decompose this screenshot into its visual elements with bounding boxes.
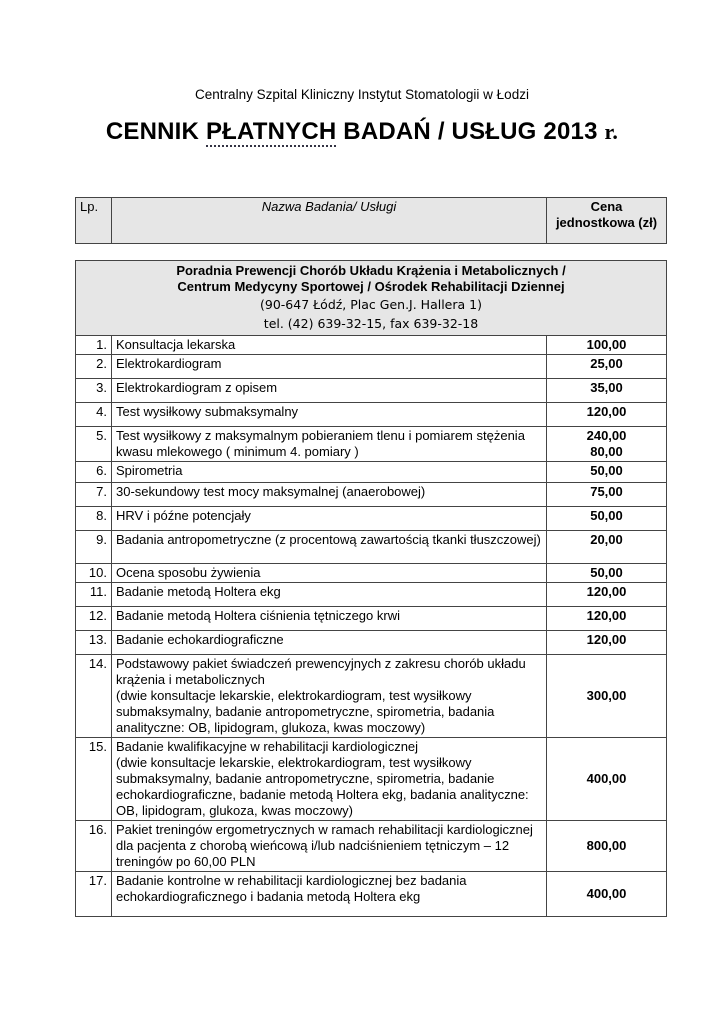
price-value: 120,00 (586, 584, 627, 599)
service-name: 30-sekundowy test mocy maksymalnej (anaerobowej) (116, 484, 426, 499)
price-value: 120,00 (586, 608, 627, 623)
price-value-2: 80,00 (590, 444, 623, 459)
service-cell (112, 355, 547, 379)
service-cell (112, 531, 547, 564)
header-table (75, 197, 667, 244)
header-lp: Lp. (76, 198, 112, 244)
table-row (76, 462, 667, 483)
price-cell (547, 631, 667, 655)
price-value: 800,00 (586, 838, 627, 853)
price-value: 400,00 (586, 886, 627, 901)
price-cell (547, 583, 667, 607)
service-cell (112, 483, 547, 507)
price-cell (547, 379, 667, 403)
row-number: 16. (76, 821, 112, 872)
section-header (76, 261, 667, 336)
section-address: (90-647 Łódź, Plac Gen.J. Hallera 1) (260, 297, 482, 312)
row-number: 17. (76, 872, 112, 917)
header-name: Nazwa Badania/ Usługi (112, 198, 547, 244)
service-details: (dwie konsultacje lekarskie, elektrokardiogram, test wysiłkowy submaksymalny, badanie antropometryczne, spirometria, badanie echokardiograficzne, badanie metodą Holtera ekg, badania analityczne: OB, lipidogram, glukoza, kwas moczowy) (116, 755, 529, 818)
service-name: Badanie kwalifikacyjne w rehabilitacji kardiologicznej (116, 739, 419, 754)
price-value: 100,00 (586, 337, 627, 352)
service-name: Badanie metodą Holtera ekg (116, 584, 281, 599)
price-value: 20,00 (590, 532, 623, 547)
price-table (75, 260, 667, 917)
table-row (76, 631, 667, 655)
price-value: 300,00 (586, 688, 627, 703)
table-row (76, 607, 667, 631)
table-row (76, 655, 667, 738)
price-value: 50,00 (590, 463, 623, 478)
service-name: Spirometria (116, 463, 183, 478)
title-part: CENNIK (105, 118, 206, 145)
price-cell (547, 483, 667, 507)
service-cell (112, 462, 547, 483)
price-value: 120,00 (586, 632, 627, 647)
service-name: Pakiet treningów ergometrycznych w ramach rehabilitacji kardiologicznej dla pacjenta z chorobą wieńcową i/lub nadciśnieniem tętniczym – 12 treningów po 60,00 PLN (116, 822, 533, 869)
service-name: Elektrokardiogram z opisem (116, 380, 278, 395)
table-row (76, 821, 667, 872)
page-title (0, 118, 724, 146)
table-row (76, 336, 667, 355)
price-cell (547, 655, 667, 738)
price-cell (547, 738, 667, 821)
service-name: Elektrokardiogram (116, 356, 222, 371)
price-cell (547, 336, 667, 355)
service-name: Test wysiłkowy z maksymalnym pobieraniem tlenu i pomiarem stężenia kwasu mlekowego ( minimum 4. pomiary ) (116, 428, 525, 459)
service-name: Badania antropometryczne (z procentową zawartością tkanki tłuszczowej) (116, 532, 541, 547)
row-number: 5. (76, 427, 112, 462)
service-cell (112, 655, 547, 738)
row-number: 4. (76, 403, 112, 427)
service-cell (112, 872, 547, 917)
table-row (76, 355, 667, 379)
service-cell (112, 427, 547, 462)
price-value: 50,00 (590, 508, 623, 523)
service-cell (112, 564, 547, 583)
table-row (76, 872, 667, 917)
service-name: Badanie echokardiograficzne (116, 632, 284, 647)
table-row (76, 379, 667, 403)
service-cell (112, 583, 547, 607)
row-number: 1. (76, 336, 112, 355)
service-name: Podstawowy pakiet świadczeń prewencyjnych z zakresu chorób układu krążenia i metabolicznych (116, 656, 526, 687)
service-cell (112, 631, 547, 655)
table-row (76, 507, 667, 531)
row-number: 11. (76, 583, 112, 607)
price-value: 25,00 (590, 356, 623, 371)
price-cell (547, 872, 667, 917)
table-row (76, 427, 667, 462)
title-underlined-word: PŁATNYCH (205, 118, 337, 145)
service-name: Ocena sposobu żywienia (116, 565, 261, 580)
table-row (76, 483, 667, 507)
service-name: Badanie kontrolne w rehabilitacji kardiologicznej bez badania echokardiograficznego i badania metodą Holtera ekg (116, 873, 467, 904)
service-name: Test wysiłkowy submaksymalny (116, 404, 299, 419)
service-cell (112, 336, 547, 355)
section-line2: Centrum Medycyny Sportowej / Ośrodek Rehabilitacji Dziennej (177, 279, 565, 294)
price-cell (547, 427, 667, 462)
header-price: Cena jednostkowa (zł) (547, 198, 667, 244)
service-cell (112, 738, 547, 821)
price-cell (547, 607, 667, 631)
table-row (76, 738, 667, 821)
price-cell (547, 821, 667, 872)
price-value: 400,00 (586, 771, 627, 786)
section-phone: tel. (42) 639-32-15, fax 639-32-18 (263, 316, 479, 331)
row-number: 8. (76, 507, 112, 531)
row-number: 2. (76, 355, 112, 379)
price-cell (547, 462, 667, 483)
institution-name: Centralny Szpital Kliniczny Instytut Stomatologii w Łodzi (195, 87, 529, 102)
row-number: 7. (76, 483, 112, 507)
service-name: Konsultacja lekarska (116, 337, 236, 352)
table-row (76, 583, 667, 607)
title-part: BADAŃ / USŁUG 2013 (336, 118, 605, 145)
service-cell (112, 507, 547, 531)
price-value: 240,00 (586, 428, 627, 443)
price-cell (547, 531, 667, 564)
service-cell (112, 821, 547, 872)
row-number: 9. (76, 531, 112, 564)
row-number: 13. (76, 631, 112, 655)
title-suffix: r. (604, 119, 619, 144)
service-details: (dwie konsultacje lekarskie, elektrokardiogram, test wysiłkowy submaksymalny, badanie antropometryczne, spirometria, badania analityczne: OB, lipidogram, glukoza, kwas moczowy) (116, 688, 495, 735)
service-cell (112, 403, 547, 427)
row-number: 15. (76, 738, 112, 821)
row-number: 6. (76, 462, 112, 483)
price-cell (547, 564, 667, 583)
service-name: HRV i późne potencjały (116, 508, 251, 523)
service-cell (112, 379, 547, 403)
row-number: 14. (76, 655, 112, 738)
price-value: 35,00 (590, 380, 623, 395)
section-line1: Poradnia Prewencji Chorób Układu Krążenia i Metabolicznych / (176, 263, 566, 278)
row-number: 12. (76, 607, 112, 631)
row-number: 10. (76, 564, 112, 583)
row-number: 3. (76, 379, 112, 403)
section-title (76, 261, 667, 336)
price-value: 120,00 (586, 404, 627, 419)
service-cell (112, 607, 547, 631)
table-row (76, 531, 667, 564)
table-row (76, 564, 667, 583)
price-value: 50,00 (590, 565, 623, 580)
table-row (76, 403, 667, 427)
service-name: Badanie metodą Holtera ciśnienia tętniczego krwi (116, 608, 400, 623)
price-cell (547, 403, 667, 427)
price-cell (547, 355, 667, 379)
price-cell (547, 507, 667, 531)
price-value: 75,00 (590, 484, 623, 499)
